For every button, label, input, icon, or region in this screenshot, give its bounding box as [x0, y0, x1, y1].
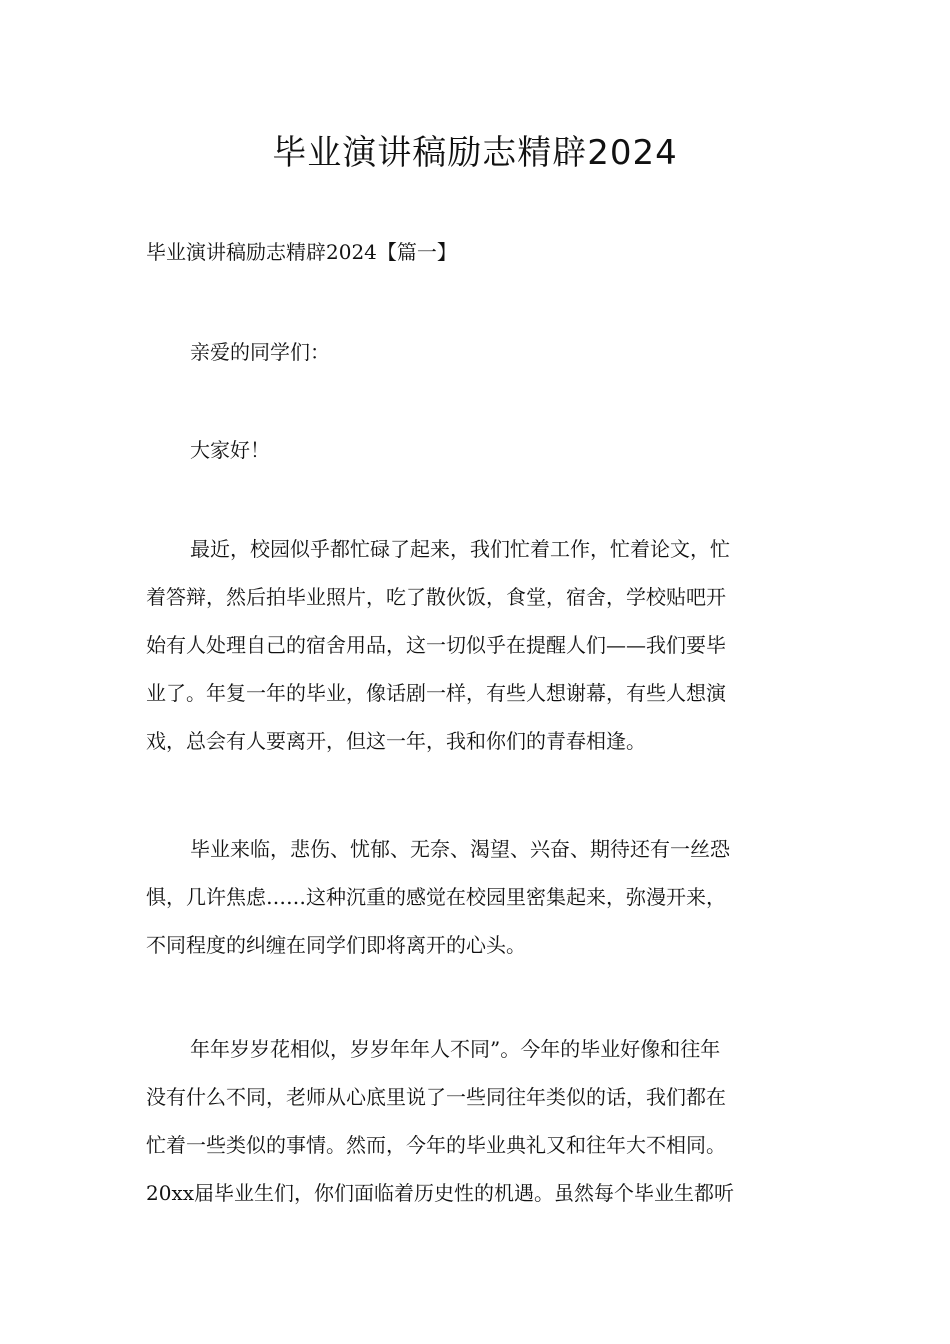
paragraph-line: 最近，校园似乎都忙碌了起来，我们忙着工作，忙着论文，忙 [190, 537, 730, 561]
paragraph-line: 业了。年复一年的毕业，像话剧一样，有些人想谢幕，有些人想演 [146, 681, 726, 705]
paragraph-campus [146, 525, 826, 765]
paragraph-years [146, 1025, 826, 1217]
paragraph-line: 忙着一些类似的事情。然而，今年的毕业典礼又和往年大不相同。 [146, 1133, 726, 1157]
paragraph-line: 20xx届毕业生们，你们面临着历史性的机遇。虽然每个毕业生都听 [146, 1181, 735, 1205]
section-heading: 毕业演讲稿励志精辟2024【篇一】 [146, 240, 457, 264]
paragraph-hello [146, 426, 826, 474]
paragraph-greeting [146, 328, 826, 376]
paragraph-line: 大家好！ [190, 438, 270, 462]
paragraph-line: 亲爱的同学们： [190, 340, 330, 364]
paragraph-line: 惧，几许焦虑……这种沉重的感觉在校园里密集起来，弥漫开来， [146, 885, 726, 909]
paragraph-line: 毕业来临，悲伤、忧郁、无奈、渴望、兴奋、期待还有一丝恐 [190, 837, 730, 861]
paragraph-line: 始有人处理自己的宿舍用品，这一切似乎在提醒人们——我们要毕 [146, 633, 726, 657]
paragraph-line: 戏，总会有人要离开，但这一年，我和你们的青春相逢。 [146, 729, 646, 753]
document-title: 毕业演讲稿励志精辟2024 [272, 133, 678, 173]
paragraph-line: 不同程度的纠缠在同学们即将离开的心头。 [146, 933, 526, 957]
paragraph-emotions [146, 825, 826, 969]
paragraph-line: 没有什么不同，老师从心底里说了一些同往年类似的话，我们都在 [146, 1085, 726, 1109]
paragraph-line: 着答辩，然后拍毕业照片，吃了散伙饭，食堂，宿舍，学校贴吧开 [146, 585, 726, 609]
paragraph-line: 年年岁岁花相似，岁岁年年人不同”。今年的毕业好像和往年 [190, 1037, 721, 1061]
